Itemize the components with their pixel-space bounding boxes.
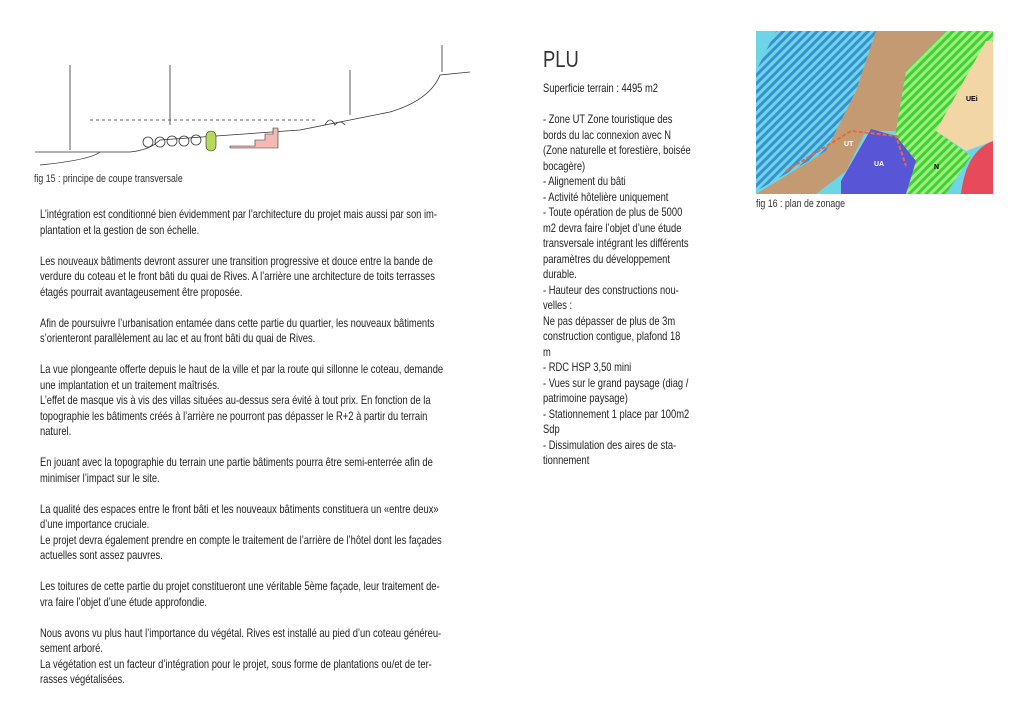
cross-section-sketch	[30, 30, 470, 170]
zone-ua-label: UA	[874, 161, 885, 168]
zoning-map	[756, 31, 993, 194]
plu-title: PLU	[543, 46, 579, 72]
zone-n-label: N	[934, 164, 940, 171]
plu-text: Superficie terrain : 4495 m2 - Zone UT Zone touristique des bords du lac connexion avec N (Zone naturelle et forestière, boisée bocagère) - Alignement du bâti - Activité hôtelière uniquement - Toute opération de plus de 5000 m2 devra faire l’objet d’une étude transversale intégrant les différents paramètres du développement durable. - Hauteur des constructions nou- velles : Ne pas dépasser de plus de 3m construction contigue, plafond 18 m - RDC HSP 3,50 mini - Vues sur le grand paysage (diag / patrimoine paysage) - Stationnement 1 place par 100m2 Sdp - Dissimulation des aires de sta- tionnement	[543, 81, 691, 467]
fig16-caption: fig 16 : plan de zonage	[756, 198, 846, 210]
zone-ut-label: UT	[844, 141, 854, 148]
body-text: L’intégration est conditionné bien évidemment par l’architecture du projet mais aussi par son im- plantation et la gestion de son échelle. Les nouveaux bâtiments devront assurer une transition progressive et douce entre la bande de verdure du coteau et le front bâti du quai de Rives. A l’arrière une architecture de toits terrasses étagés pourrait avantageusement être proposée. Afin de poursuivre l’urbanisation entamée dans cette partie du quartier, les nouveaux bâtiments s’orienteront parallèlement au lac et au front bâti du quai de Rives. La vue plongeante offerte depuis le haut de la ville et par la route qui sillonne le coteau, demande une implantation et un traitement maîtrisés. L’effet de masque vis à vis des villas situées au-dessus sera évité à tout prix. En fonction de la topographie les bâtiments créés à l’arrière ne pourront pas dépasser le R+2 à partir du terrain naturel. En jouant avec la topographie du terrain une partie bâtiments pourra être semi-enterrée afin de minimiser l’impact sur le site. La qualité des espaces entre le front bâti et les nouveaux bâtiments constituera un «entre deux» d’une importance cruciale. Le projet devra également prendre en compte le traitement de l’arrière de l’hôtel dont les façades actuelles sont assez pauvres. Les toitures de cette partie du projet constitueront une véritable 5ème façade, leur traitement de- vra faire l’objet d’une étude approfondie. Nous avons vu plus haut l’importance du végétal. Rives est installé au pied d’un coteau généreu- sement arboré. La végétation est un facteur d’intégration pour le projet, sous forme de plantations ou/et de ter- rasses végétalisées.	[40, 207, 444, 686]
zone-uei-label: UEi	[966, 96, 978, 103]
fig15-caption: fig 15 : principe de coupe transversale	[34, 173, 183, 185]
